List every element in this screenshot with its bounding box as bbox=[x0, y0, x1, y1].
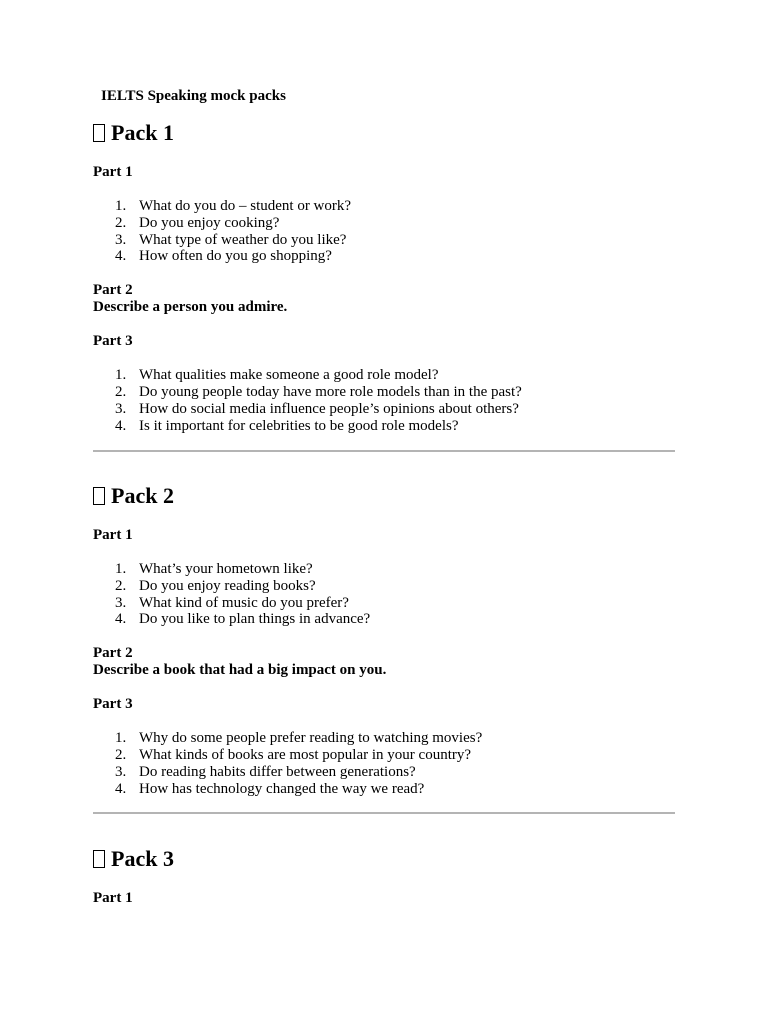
list-item: 1. What do you do – student or work? bbox=[115, 198, 352, 214]
list-item: 1. What’s your hometown like? bbox=[115, 561, 313, 577]
part-1-label: Part 1 bbox=[93, 164, 133, 180]
part-1-label: Part 1 bbox=[93, 890, 133, 906]
list-item: 3. Do reading habits differ between generations? bbox=[115, 763, 416, 780]
pack-title: Pack 2 bbox=[111, 483, 174, 508]
pack-2 bbox=[93, 482, 675, 797]
pack-title: Pack 3 bbox=[111, 846, 174, 871]
list-item: 3. What kind of music do you prefer? bbox=[115, 594, 349, 611]
part-1-label: Part 1 bbox=[93, 527, 133, 543]
list-item: 1. Why do some people prefer reading to watching movies? bbox=[115, 730, 483, 747]
part-3-questions bbox=[93, 367, 675, 434]
missing-glyph-icon bbox=[93, 124, 105, 142]
missing-glyph-icon bbox=[93, 487, 105, 505]
list-item: 2. Do you enjoy cooking? bbox=[115, 214, 280, 231]
list-item: 2. Do young people today have more role models than in the past? bbox=[115, 383, 522, 400]
list-item: 2. What kinds of books are most popular in your country? bbox=[115, 746, 472, 763]
horizontal-rule bbox=[93, 812, 675, 814]
pack-title: Pack 1 bbox=[111, 120, 174, 145]
list-item: 2. Do you enjoy reading books? bbox=[115, 577, 316, 594]
horizontal-rule bbox=[93, 450, 675, 452]
part-2-prompt: Describe a book that had a big impact on you. bbox=[93, 662, 387, 679]
part-3-label: Part 3 bbox=[93, 696, 133, 713]
pack-3 bbox=[93, 845, 675, 907]
list-item: 4. Is it important for celebrities to be good role models? bbox=[115, 417, 459, 434]
list-item: 3. What type of weather do you like? bbox=[115, 231, 347, 248]
list-item: 1. What qualities make someone a good role model? bbox=[115, 367, 439, 384]
part-2-prompt: Describe a person you admire. bbox=[93, 299, 288, 316]
pack-1 bbox=[93, 119, 675, 434]
missing-glyph-icon bbox=[93, 850, 105, 868]
part-2-label: Part 2 bbox=[93, 645, 133, 662]
part-3-label: Part 3 bbox=[93, 333, 133, 350]
list-item: 3. How do social media influence people’s opinions about others? bbox=[115, 400, 519, 417]
pack-heading bbox=[93, 482, 675, 510]
part-1-questions bbox=[93, 198, 675, 265]
list-item: 4. Do you like to plan things in advance? bbox=[115, 611, 371, 628]
part-2-label: Part 2 bbox=[93, 282, 133, 299]
part-3-questions bbox=[93, 730, 675, 797]
pack-heading bbox=[93, 845, 675, 873]
list-item: 4. How often do you go shopping? bbox=[115, 248, 332, 265]
pack-heading bbox=[93, 119, 675, 147]
part-1-questions bbox=[93, 561, 675, 628]
list-item: 4. How has technology changed the way we read? bbox=[115, 780, 425, 797]
document-title: IELTS Speaking mock packs bbox=[101, 88, 286, 104]
